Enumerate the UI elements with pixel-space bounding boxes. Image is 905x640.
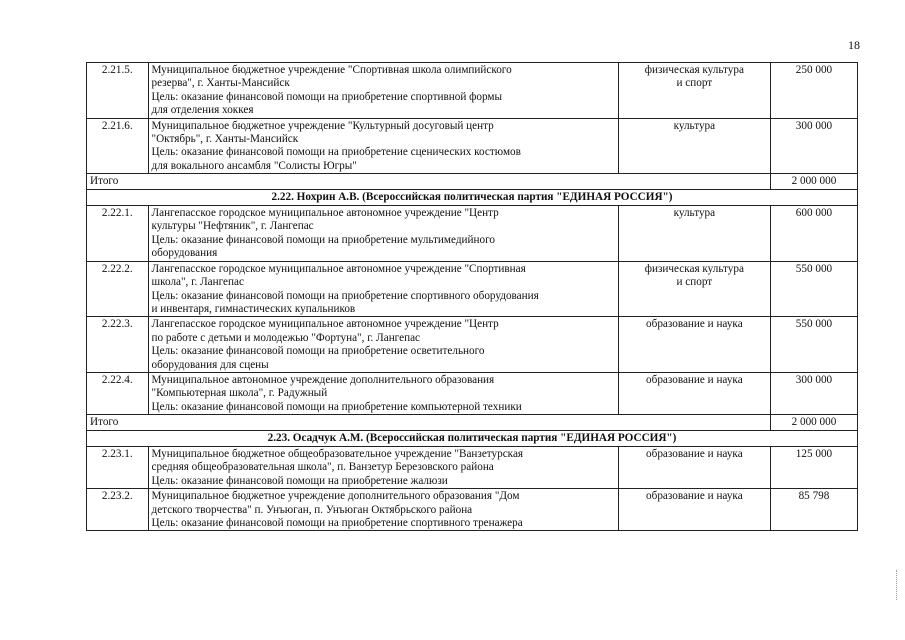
category-line: образование и наука (646, 373, 743, 386)
table-row (87, 206, 858, 262)
category-line: образование и наука (646, 490, 743, 503)
item-amount: 550 000 (770, 317, 857, 373)
item-description (148, 372, 618, 414)
item-number: 2.22.3. (87, 317, 149, 373)
item-number: 2.22.1. (87, 206, 149, 262)
description-line: Лангепасское городское муниципальное автономное учреждение "Центр (151, 207, 499, 220)
total-amount: 2 000 000 (770, 415, 857, 430)
category-line: культура (673, 119, 716, 132)
item-description (148, 317, 618, 373)
table-row (87, 446, 858, 488)
item-amount: 85 798 (770, 489, 857, 531)
item-category (618, 317, 770, 373)
description-line: Цель: оказание финансовой помощи на приобретение мультимедийного (151, 233, 495, 246)
table-row (87, 372, 858, 414)
item-number: 2.23.2. (87, 489, 149, 531)
table-row (87, 489, 858, 531)
item-description (148, 489, 618, 531)
description-line: и инвентаря, гимнастических купальников (151, 302, 356, 315)
table-row (87, 261, 858, 317)
description-line: Лангепасское городское муниципальное автономное учреждение "Центр (151, 318, 499, 331)
description-line: Муниципальное бюджетное учреждение "Культурный досуговый центр (151, 119, 494, 132)
category-line: образование и наука (646, 318, 743, 331)
item-amount: 550 000 (770, 261, 857, 317)
description-line: резерва", г. Ханты-Мансийск (151, 77, 290, 90)
item-description (148, 446, 618, 488)
description-line: Лангепасское городское муниципальное автономное учреждение "Спортивная (151, 262, 526, 275)
item-description (148, 63, 618, 119)
page-number: 18 (848, 38, 860, 52)
item-number: 2.22.4. (87, 372, 149, 414)
category-line: физическая культура (644, 262, 744, 275)
description-line: Цель: оказание финансовой помощи на приобретение спортивного оборудования (151, 289, 539, 302)
item-category (618, 446, 770, 488)
total-label: Итого (87, 174, 771, 189)
item-description (148, 118, 618, 174)
description-line: Муниципальное бюджетное учреждение дополнительного образования "Дом (151, 490, 520, 503)
item-number: 2.22.2. (87, 261, 149, 317)
item-category (618, 372, 770, 414)
description-line: оборудования для сцены (151, 358, 269, 371)
item-amount: 300 000 (770, 372, 857, 414)
description-line: Цель: оказание финансовой помощи на приобретение спортивной формы (151, 90, 502, 103)
total-amount: 2 000 000 (770, 174, 857, 189)
description-line: по работе с детьми и молодежью "Фортуна", г. Лангепас (151, 331, 421, 344)
item-category (618, 261, 770, 317)
item-category (618, 489, 770, 531)
category-line: культура (673, 207, 716, 220)
allocation-table (86, 62, 858, 531)
item-category (618, 63, 770, 119)
table-row (87, 317, 858, 373)
description-line: Муниципальное автономное учреждение дополнительного образования (151, 373, 495, 386)
item-category (618, 118, 770, 174)
description-line: средняя общеобразовательная школа", п. Ванзетур Березовского района (151, 461, 494, 474)
description-line: культуры "Нефтяник", г. Лангепас (151, 220, 314, 233)
table-row (87, 63, 858, 119)
description-line: для вокального ансамбля "Солисты Югры" (151, 159, 357, 172)
item-number: 2.21.6. (87, 118, 149, 174)
category-line: и спорт (676, 77, 713, 90)
description-line: "Октябрь", г. Ханты-Мансийск (151, 133, 299, 146)
description-line: Муниципальное бюджетное общеобразовательное учреждение "Ванзетурская (151, 447, 524, 460)
item-number: 2.23.1. (87, 446, 149, 488)
scan-edge-mark (896, 570, 899, 600)
item-description (148, 261, 618, 317)
item-amount: 250 000 (770, 63, 857, 119)
total-row (87, 174, 858, 189)
category-line: физическая культура (644, 64, 744, 76)
description-line: Цель: оказание финансовой помощи на приобретение спортивного тренажера (151, 517, 523, 529)
total-row (87, 415, 858, 430)
item-amount: 125 000 (770, 446, 857, 488)
description-line: оборудования (151, 247, 218, 260)
category-line: и спорт (676, 276, 713, 289)
description-line: детского творчества" п. Унъюган, п. Унъюган Октябрьского района (151, 503, 473, 516)
description-line: Муниципальное бюджетное учреждение "Спортивная школа олимпийского (151, 64, 512, 76)
section-title: 2.22. Нохрин А.В. (Всероссийская политическая партия "ЕДИНАЯ РОССИЯ") (87, 189, 858, 205)
item-description (148, 206, 618, 262)
section-title: 2.23. Осадчук А.М. (Всероссийская политическая партия "ЕДИНАЯ РОССИЯ") (87, 430, 858, 446)
description-line: школа", г. Лангепас (151, 276, 244, 289)
description-line: Цель: оказание финансовой помощи на приобретение компьютерной техники (151, 400, 522, 413)
item-amount: 300 000 (770, 118, 857, 174)
total-label: Итого (87, 415, 771, 430)
section-header-row (87, 189, 858, 205)
description-line: Цель: оказание финансовой помощи на приобретение жалюзи (151, 474, 448, 487)
item-category (618, 206, 770, 262)
allocation-table-body (87, 63, 858, 531)
section-header-row (87, 430, 858, 446)
description-line: "Компьютерная школа", г. Радужный (151, 387, 328, 400)
description-line: Цель: оказание финансовой помощи на приобретение сценических костюмов (151, 146, 521, 159)
description-line: Цель: оказание финансовой помощи на приобретение осветительного (151, 345, 485, 358)
category-line: образование и наука (646, 447, 743, 460)
item-amount: 600 000 (770, 206, 857, 262)
description-line: для отделения хоккея (151, 104, 254, 117)
item-number: 2.21.5. (87, 63, 149, 119)
table-row (87, 118, 858, 174)
